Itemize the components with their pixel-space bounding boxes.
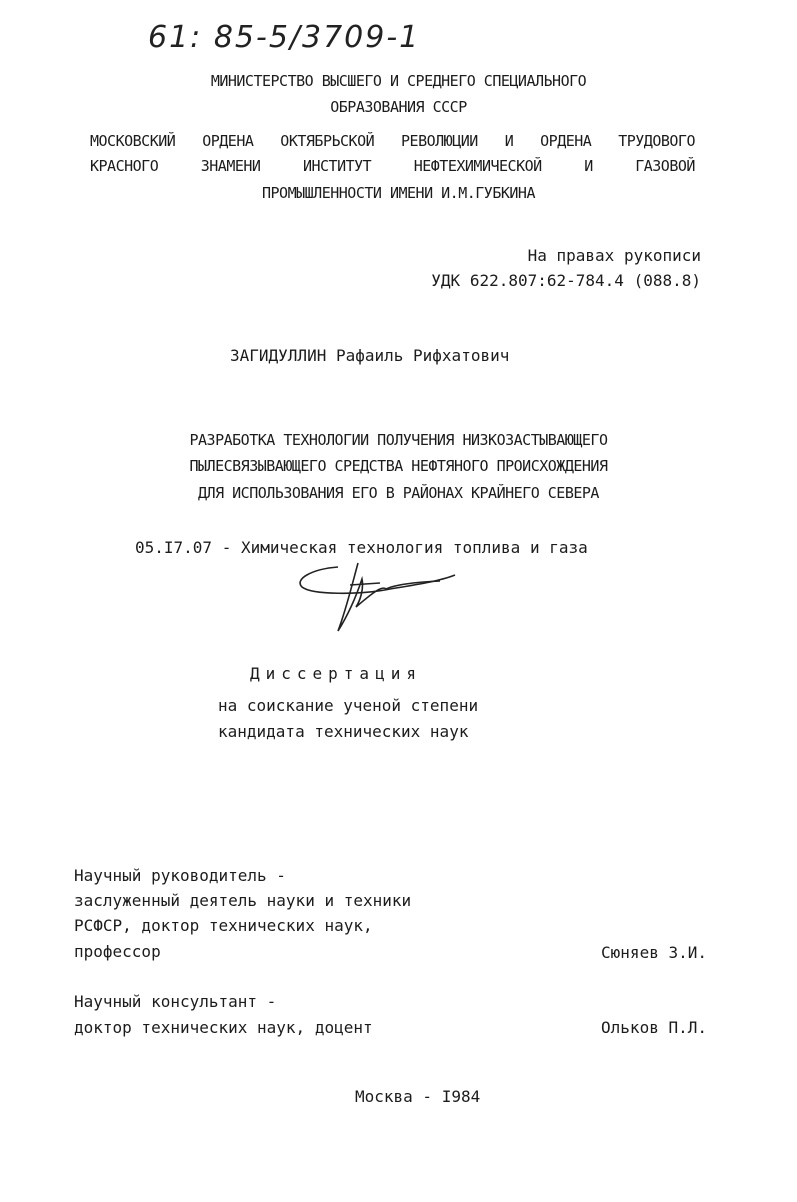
archive-mark: 61: 85-5/3709-1 xyxy=(148,20,421,55)
supervisor-line-1: Научный руководитель - xyxy=(74,866,286,885)
author-name: ЗАГИДУЛЛИН Рафаиль Рифхатович xyxy=(230,346,510,365)
title-line-1: РАЗРАБОТКА ТЕХНОЛОГИИ ПОЛУЧЕНИЯ НИЗКОЗАСТЫВАЮЩЕГО xyxy=(189,431,608,449)
supervisor-line-2: заслуженный деятель науки и техники xyxy=(74,891,412,910)
supervisor-line-3: РСФСР, доктор технических наук, xyxy=(74,916,373,935)
institute-line-3: ПРОМЫШЛЕННОСТИ ИМЕНИ И.М.ГУБКИНА xyxy=(262,184,535,202)
institute-word: КРАСНОГО xyxy=(90,157,159,175)
supervisor-name: Сюняев З.И. xyxy=(601,943,707,962)
institute-word: ИНСТИТУТ xyxy=(302,157,372,175)
city-year: Москва - I984 xyxy=(355,1087,481,1106)
thesis-line-2: кандидата технических наук xyxy=(218,722,469,741)
institute-word: ГАЗОВОЙ xyxy=(635,157,695,175)
institute-word: НЕФТЕХИМИЧЕСКОЙ xyxy=(413,157,542,175)
title-line-2: ПЫЛЕСВЯЗЫВАЮЩЕГО СРЕДСТВА НЕФТЯНОГО ПРОИСХОЖДЕНИЯ xyxy=(189,457,608,475)
ministry-line-2: ОБРАЗОВАНИЯ СССР xyxy=(330,98,467,116)
institute-line-1: МОСКОВСКИЙ ОРДЕНА ОКТЯБРЬСКОЙ РЕВОЛЮЦИИ И ОРДЕНА ТРУДОВОГО xyxy=(90,132,695,150)
ministry-line-1: МИНИСТЕРСТВО ВЫСШЕГО И СРЕДНЕГО СПЕЦИАЛЬНОГО xyxy=(210,72,587,90)
thesis-line-1: на соискание ученой степени xyxy=(218,696,479,715)
institute-line-2 xyxy=(90,157,695,175)
consultant-line-1: Научный консультант - xyxy=(74,992,277,1011)
institute-word: И xyxy=(584,157,593,175)
consultant-name: Ольков П.Л. xyxy=(601,1018,707,1037)
manuscript-rights: На правах рукописи xyxy=(527,246,701,265)
signature-icon xyxy=(290,555,460,640)
institute-word: ЗНАМЕНИ xyxy=(200,157,261,175)
specialty-code: 05.I7.07 - Химическая технология топлива и газа xyxy=(135,538,588,557)
supervisor-line-4: профессор xyxy=(74,942,161,961)
title-line-3: ДЛЯ ИСПОЛЬЗОВАНИЯ ЕГО В РАЙОНАХ КРАЙНЕГО СЕВЕРА xyxy=(198,484,599,502)
thesis-heading: Диссертация xyxy=(250,664,422,683)
udc-code: УДК 622.807:62-784.4 (088.8) xyxy=(431,271,701,290)
consultant-line-2: доктор технических наук, доцент xyxy=(74,1018,373,1037)
